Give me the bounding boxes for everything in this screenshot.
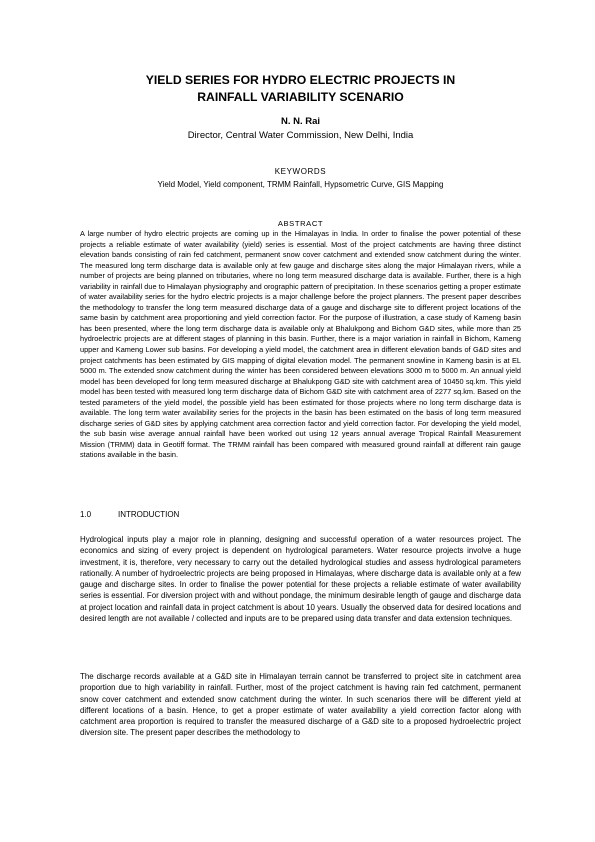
keywords-text: Yield Model, Yield component, TRMM Rainfall, Hypsometric Curve, GIS Mapping: [157, 180, 444, 189]
author-affiliation: Director, Central Water Commission, New Delhi, India: [187, 130, 414, 141]
author-name: N. N. Rai: [280, 116, 321, 127]
section-number: 1.0: [80, 510, 92, 519]
body-paragraph: The discharge records available at a G&D site in Himalayan terrain cannot be transferred to project site in catchment area proportion due to high variability in rainfall. Further, most of the project catchment is having rain fed catchment, permanent snow cover catchment and extended snow catchment during the winter. In such scenarios there will be different yield at different locations of a basin. Hence, to get a proper estimate of water availability a yield correction factor along with catchment area proportion is required to transfer the measured discharge of a G&D site to a proposed hydroelectric project diversion site. The present paper describes the methodology to: [80, 672, 521, 738]
abstract-heading: ABSTRACT: [277, 219, 324, 228]
section-heading: [80, 510, 521, 519]
keywords-heading: KEYWORDS: [274, 167, 327, 176]
section-title: INTRODUCTION: [118, 510, 180, 519]
title-line-1: YIELD SERIES FOR HYDRO ELECTRIC PROJECTS IN: [145, 73, 456, 87]
abstract-text: A large number of hydro electric projects are coming up in the Himalayas in India. In order to finalise the power potential of these projects a reliable estimate of water availability (yield) series is essential. Most of the project catchments are having three distinct elevation bands consisting of rain fed catchment, permanent snow cover catchment and extended snow catchment during the winter. The measured long term discharge data is available only at few gauge and discharge sites along the major Himalayan rivers, while a number of projects are being planned on tributaries, where no long term measured discharge data is available. Further, there is a high variability in rainfall due to Himalayan physiography and orographic pattern of precipitation. In these scenarios getting a proper estimate of water availability series for the hydro electric projects is a major challenge before the project planners. The present paper describes the methodology to transfer the long term measured discharge data of a gauge and discharge site to different project locations of the same basin by catchment area proportioning and yield correction factor. For the purpose of illustration, a case study of Kameng basin has been presented, where the long term discharge data is available only at Bhalukpong and Bichom G&D sites, while more than 25 hydroelectric projects are at different stages of planning in this basin. Further, there is a major variation in rainfall in Bichom, Kameng upper and Kameng Lower sub basins. For developing a yield model, the catchment area in different elevation bands of G&D sites and project catchments has been estimated by GIS mapping of digital elevation model. The permanent snowline in Kameng basin is at EL 5000 m. The extended snow catchment during the winter has been considered between elevations 3000 m to 5000 m. An annual yield model has been developed for long term measured discharge at Bhalukpong G&D site with catchment area of 10450 sq.km. This yield model has been tested with measured long term discharge data of Bichom G&D site with catchment area of 2277 sq.km. Based on the tested parameters of the yield model, the possible yield has been estimated for those projects where no long term discharge data is available. The long term water availability series for the projects in the basin has been estimated on the basis of long term measured discharge series of G&D sites by applying catchment area correction factor and yield correction factor. For developing the yield model, the sub basin wise average annual rainfall have been worked out using 12 years annual average Tropical Rainfall Measurement Mission (TRMM) data in Geotiff format. The TRMM rainfall has been compared with measured ground rainfall at different rain gauge stations available in the basin.: [80, 229, 521, 460]
title-line-2: RAINFALL VARIABILITY SCENARIO: [197, 90, 404, 104]
paper-title: [80, 72, 521, 106]
body-paragraph: Hydrological inputs play a major role in planning, designing and successful operation of a water resources project. The economics and sizing of every project is dependent on hydrological parameters. Water resource projects involve a huge investment, it is, therefore, very necessary to carry out the detailed hydrological studies and assess hydrological parameters rationally. A number of hydroelectric projects are being proposed in Himalayas, where discharge data is available only at a few gauge and discharge sites. In order to finalise the power potential for these projects a reliable estimate of water availability series is essential. For diversion project with and without pondage, the minimum desirable length of gauge and discharge data at project location and rainfall data in project catchment is about 10 years. Usually the observed data for desired locations and desired length are not available / collected and inputs are to be prepared using data transfer and data extension techniques.: [80, 535, 521, 624]
